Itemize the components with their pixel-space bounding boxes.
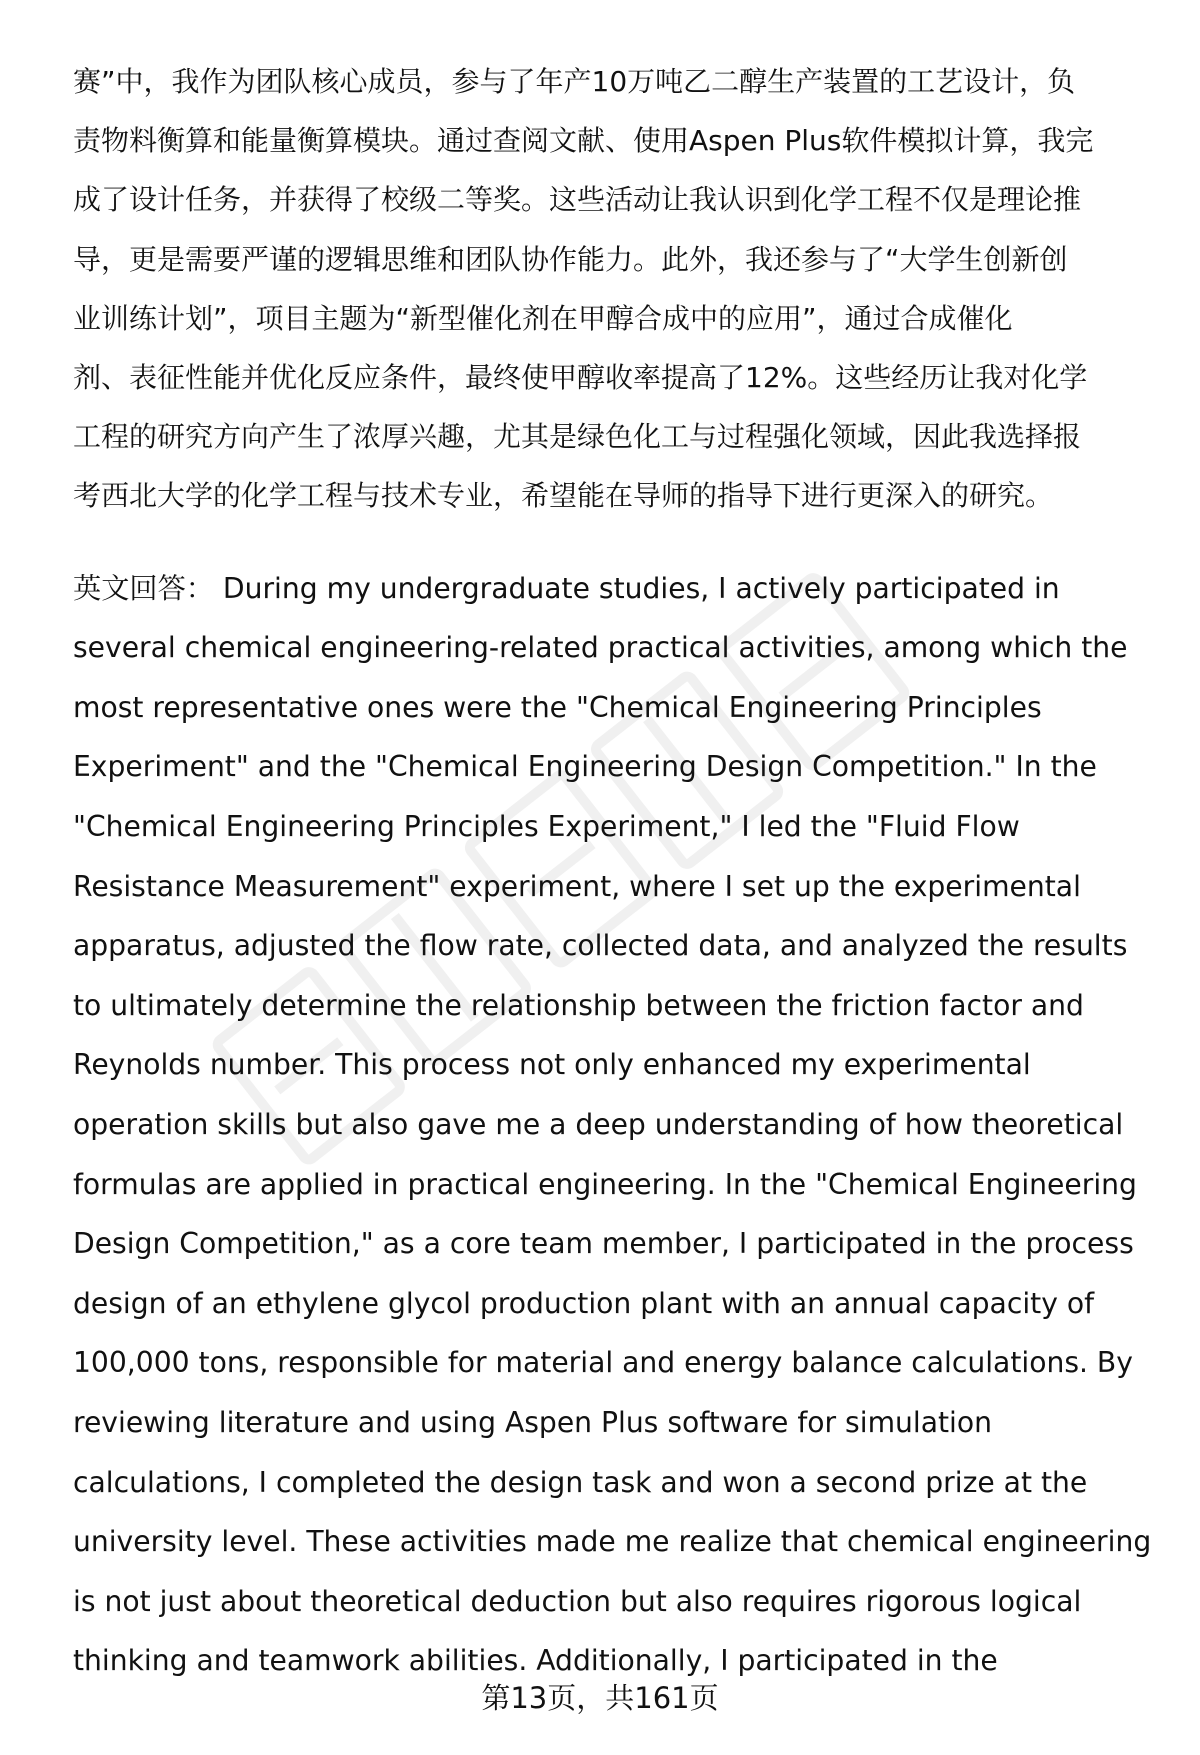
paragraph-chinese: 赛”中，我作为团队核心成员，参与了年产10万吨乙二醇生产装置的工艺设计，负 责物料衡算和能量衡算模块。通过查阅文献、使用Aspen Plus软件模拟计算，我完 成了设计任务，并获得了校级二等奖。这些活动让我认识到化学工程不仅是理论推 导，更是需要严谨的逻辑思维和团队协作能力。此外，我还参与了“大学生创新创 业训练计划”，项目主题为“新型催化剂在甲醇合成中的应用”，通过合成催化 剂、表征性能并优化反应条件，最终使甲醇收率提高了12%。这些经历让我对化学 工程的研究方向产生了浓厚兴趣，尤其是绿色化工与过程强化领域，因此我选择报 考西北大学的化学工程与技术专业，希望能在导师的指导下进行更深入的研究。 bbox=[73, 65, 1094, 513]
document-body bbox=[73, 52, 1158, 1691]
page-number: 第13页，共161页 bbox=[481, 1681, 719, 1715]
paragraph-english: 英文回答： During my undergraduate studies, I actively participated in several chemical engineering-related practical activities, among which the most representative ones were the "Chemical Engineering Principles Experiment" and the "Chemical Engineering Design Competition." In the "Chemical Engineering Principles Experiment," I led the "Fluid Flow Resistance Measurement" experiment, where I set up the experimental apparatus, adjusted the flow rate, collected data, and analyzed the results to ultimately determine the relationship between the friction factor and Reynolds number. This process not only enhanced my experimental operation skills but also gave me a deep understanding of how theoretical formulas are applied in practical engineering. In the "Chemical Engineering Design Competition," as a core team member, I participated in the process design of an ethylene glycol production plant with an annual capacity of 100,000 tons, responsible for material and energy balance calculations. By reviewing literature and using Aspen Plus software for simulation calculations, I completed the design task and won a second prize at the university level. These activities made me realize that chemical engineering is not just about theoretical deduction but also requires rigorous logical thinking and teamwork abilities. Additionally, I participated in the bbox=[73, 571, 1152, 1678]
